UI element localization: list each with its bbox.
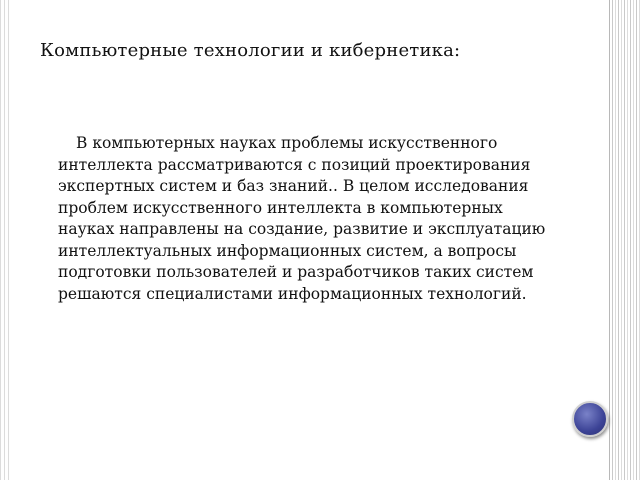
right-decor-stripes	[610, 0, 640, 480]
nav-circle-button[interactable]	[572, 401, 608, 437]
slide-title: Компьютерные технологии и кибернетика:	[40, 40, 461, 61]
left-decor-stripes	[0, 0, 12, 480]
slide-body-text: В компьютерных науках проблемы искусственного интеллекта рассматриваются с позиций проектирования экспертных систем и баз знаний.. В целом исследования проблем искусственного интеллекта в компьютерных науках направлены на создание, развитие и эксплуатацию интеллектуальных информационных систем, а вопросы подготовки пользователей и разработчиков таких систем решаются специалистами информационных технологий.	[58, 134, 546, 303]
